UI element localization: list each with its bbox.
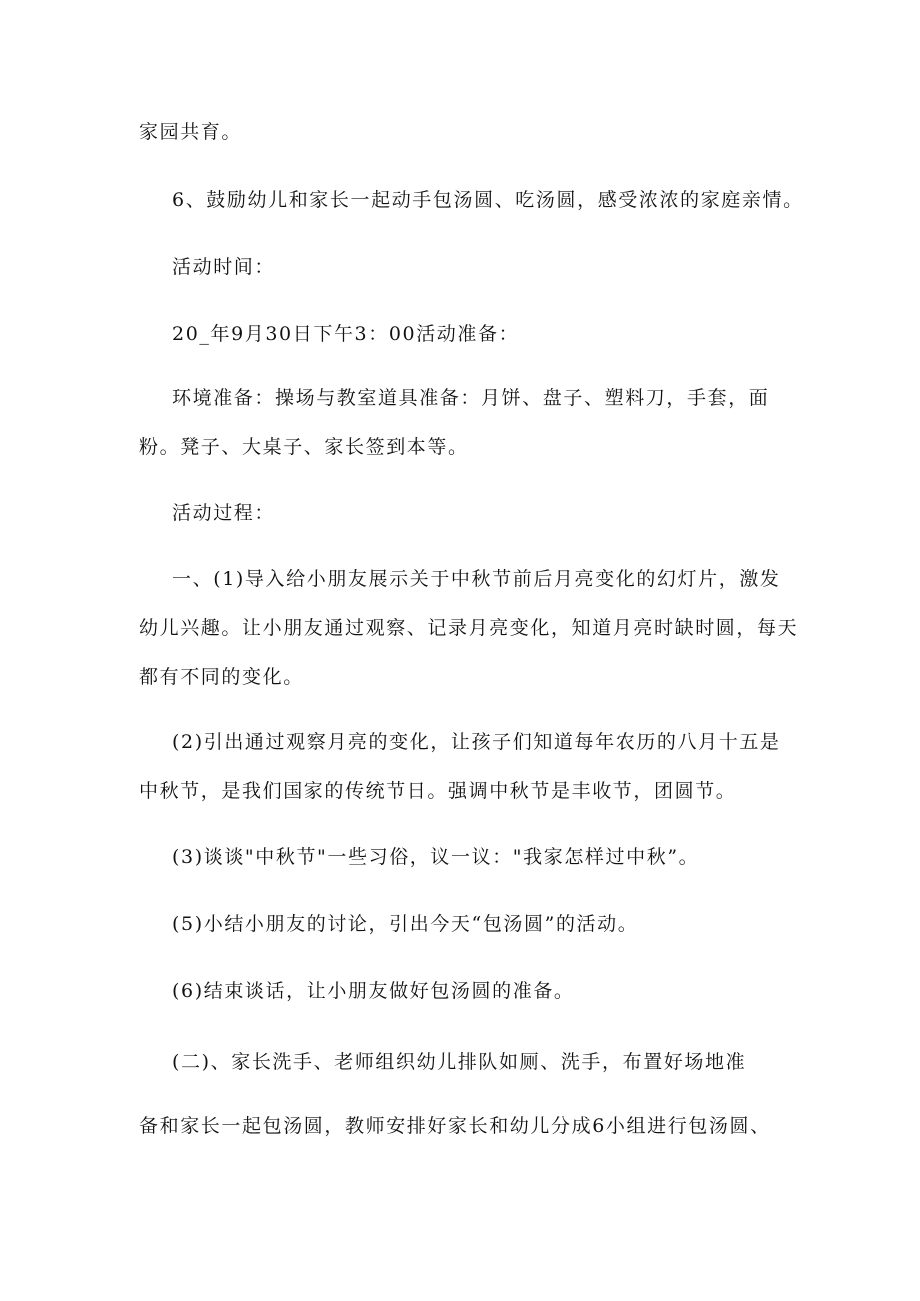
text-line-9: 幼儿兴趣。让小朋友通过观察、记录月亮变化，知道月亮时缺时圆，每天: [139, 617, 799, 639]
text-line-7: 活动过程：: [172, 502, 276, 524]
text-line-2: 6、鼓励幼儿和家长一起动手包汤圆、吃汤圆，感受浓浓的家庭亲情。: [172, 189, 804, 211]
text-line-4: 20_年9月30日下午3：00活动准备：: [172, 323, 520, 345]
text-line-6: 粉。凳子、大桌子、家长签到本等。: [139, 436, 469, 458]
text-line-17: 备和家长一起包汤圆，教师安排好家长和幼儿分成6小组进行包汤圆、: [139, 1115, 771, 1137]
text-line-10: 都有不同的变化。: [139, 666, 304, 688]
text-line-3: 活动时间：: [172, 256, 276, 278]
text-line-16: (二)、家长洗手、老师组织幼儿排队如厕、洗手，布置好场地准: [172, 1051, 747, 1073]
text-line-14: (5)小结小朋友的讨论，引出今天“包汤圆”的活动。: [172, 913, 639, 935]
text-line-1: 家园共育。: [139, 121, 243, 143]
text-line-15: (6)结束谈话，让小朋友做好包汤圆的准备。: [172, 980, 575, 1002]
text-line-8: 一、(1)导入给小朋友展示关于中秋节前后月亮变化的幻灯片，激发: [172, 568, 781, 590]
text-line-12: 中秋节，是我们国家的传统节日。强调中秋节是丰收节，团圆节。: [139, 780, 737, 802]
text-line-13: (3)谈谈"中秋节"一些习俗，议一议："我家怎样过中秋”。: [172, 846, 700, 868]
text-line-11: (2)引出通过观察月亮的变化，让孩子们知道每年农历的八月十五是: [172, 731, 781, 753]
text-line-5: 环境准备：操场与教室道具准备：月饼、盘子、塑料刀，手套，面: [172, 387, 770, 409]
